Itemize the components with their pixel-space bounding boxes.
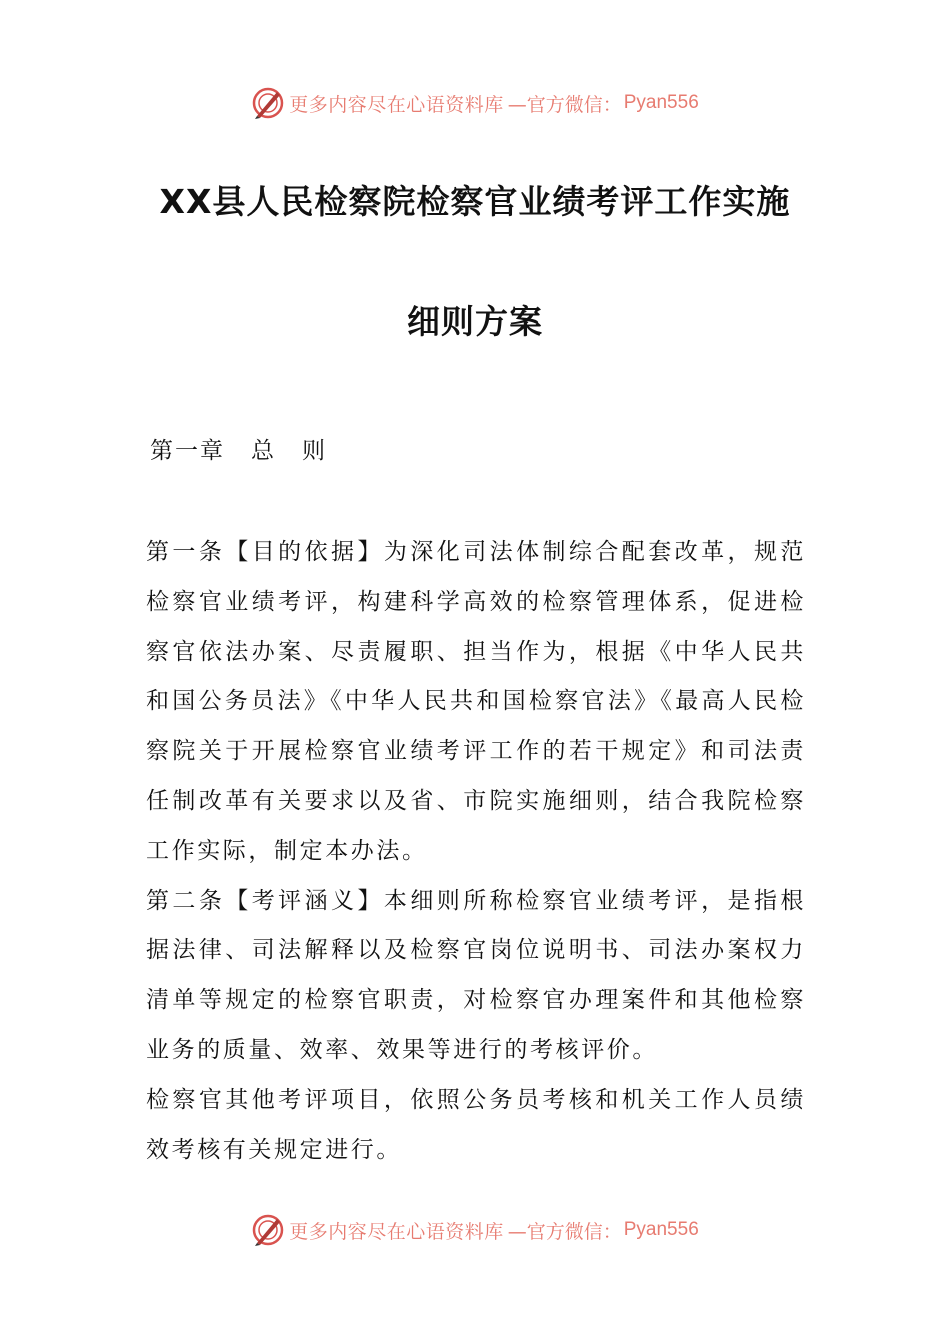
- watermark-account: Pyan556: [623, 92, 699, 113]
- pen-circle-icon: [251, 1213, 285, 1247]
- watermark-separator: —官方微信：: [507, 93, 622, 116]
- pen-circle-icon: [251, 86, 285, 120]
- paragraph-other-items: 检察官其他考评项目，依照公务员考核和机关工作人员绩效考核有关规定进行。: [146, 1086, 806, 1163]
- chapter-name-part2: 则: [302, 438, 327, 464]
- document-body: [146, 528, 806, 1175]
- watermark-main-text: 更多内容尽在心语资料库: [289, 93, 504, 116]
- chapter-heading: [150, 432, 327, 465]
- chapter-name-part1: 总: [251, 438, 276, 464]
- chapter-number: 第一章: [150, 438, 225, 464]
- watermark-main-text: 更多内容尽在心语资料库: [289, 1220, 504, 1243]
- paragraph-article-2: 第二条【考评涵义】本细则所称检察官业绩考评，是指根据法律、司法解释以及检察官岗位说明书、司法办案权力清单等规定的检察官职责，对检察官办理案件和其他检察业务的质量、效率、效果等进行的考核评价。: [146, 887, 806, 1063]
- watermark-separator: —官方微信：: [507, 1220, 622, 1243]
- watermark-account: Pyan556: [623, 1219, 699, 1240]
- header-watermark: [0, 83, 950, 123]
- document-title-line2: 细则方案: [407, 302, 543, 341]
- footer-watermark: [0, 1210, 950, 1250]
- paragraph-article-1: 第一条【目的依据】为深化司法体制综合配套改革，规范检察官业绩考评，构建科学高效的检察管理体系，促进检察官依法办案、尽责履职、担当作为，根据《中华人民共和国公务员法》《中华人民共和国检察官法》《最高人民检察院关于开展检察官业绩考评工作的若干规定》和司法责任制改革有关要求以及省、市院实施细则，结合我院检察工作实际，制定本办法。: [146, 539, 806, 864]
- document-title-line1: XX县人民检察院检察官业绩考评工作实施: [159, 182, 791, 221]
